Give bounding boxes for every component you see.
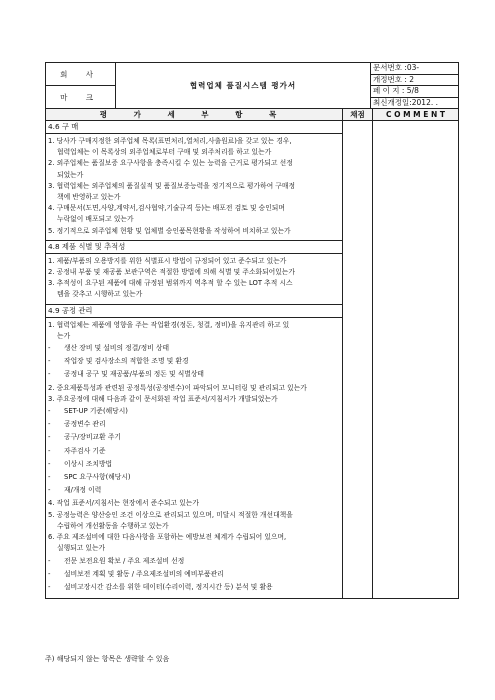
logo-bottom-text: 마 크 xyxy=(46,85,115,108)
evaluation-items-cell xyxy=(46,121,343,599)
sub-item: - 생산 장비 및 설비의 정결/정비 상태 xyxy=(48,343,340,354)
revision-number: 개정번호 : 2 xyxy=(371,74,459,86)
section-items xyxy=(46,254,342,304)
sub-item: - 공정변수 관리 xyxy=(48,419,340,430)
logo-top-text: 회 사 xyxy=(60,69,101,79)
checklist-item: 책에 반영하고 있는가 xyxy=(57,193,121,202)
checklist-item: 1. 제품/부품의 오용방지를 위한 식별표시 방법이 규정되어 있고 준수되고 있는가 xyxy=(48,256,287,265)
checklist-item: 4. 작업 표준서/지침서는 현장에서 준수되고 있는가 xyxy=(48,499,199,508)
last-revised-date: 최신개정일:2012. . xyxy=(371,97,459,109)
checklist-item: 템을 갖추고 시행하고 있는가 xyxy=(57,290,143,299)
checklist-item: 2. 중요제품특성과 관련된 공정특성(공정변수)이 파악되어 모니터링 및 관리되고 있는가 xyxy=(48,383,307,392)
checklist-item: 1. 협력업체는 제품에 영향을 주는 작업환경(정돈, 청결, 정비)을 유지관리 하고 있 xyxy=(48,320,290,329)
column-header-item: 평 가 세 부 항 목 xyxy=(46,109,343,121)
checklist-item: 3. 주요공정에 대해 다음과 같이 문서화된 작업 표준서/지침서가 개발되었는가 xyxy=(48,394,278,403)
evaluation-form xyxy=(45,62,458,599)
checklist-item: 1. 당사가 구매지정한 외주업체 목록(표면처리,열처리,사출원료)을 갖고 있는 경우, xyxy=(48,137,292,145)
checklist-item: 누락없이 배포되고 있는가 xyxy=(57,215,134,224)
sub-item: - 자주검사 기준 xyxy=(48,446,340,457)
sub-item: - 설비보전 계획 및 활동 / 주요제조설비의 예비부품관리 xyxy=(48,569,340,580)
score-cell[interactable] xyxy=(343,121,373,599)
checklist-item: 협력업체는 이 목록상의 외주업체로부터 구매 및 외주처리를 하고 있는가 xyxy=(57,148,272,157)
sub-item: - 전문 보전요원 확보 / 주요 제조설비 선정 xyxy=(48,556,340,567)
checklist-item: 5. 공정능력은 양산승인 조건 이상으로 관리되고 있으며, 미달시 적절한 개선대책을 xyxy=(48,510,293,519)
section-title: 4.8 제품 식별 및 추적성 xyxy=(46,241,342,254)
comment-cell[interactable] xyxy=(373,121,459,599)
checklist-item: 2. 공정내 부품 및 재공품 보관구역은 적절한 방법에 의해 식별 및 주소화되어있는가 xyxy=(48,268,295,277)
sub-item: - 이상시 조치방법 xyxy=(48,459,340,470)
section-items xyxy=(46,318,342,598)
sub-item: - 공정내 공구 및 재공품/부품의 정돈 및 식별상태 xyxy=(48,369,340,380)
checklist-item: 6. 주요 제조설비에 대한 다음사항을 포함하는 예방보전 체계가 수립되어 있으며, xyxy=(48,533,287,542)
checklist-item: 는가 xyxy=(57,331,71,340)
sub-item: - 재/개정 이력 xyxy=(48,485,340,496)
column-header-score: 채점 xyxy=(343,109,373,121)
section-title: 4.9 공정 관리 xyxy=(46,305,342,318)
company-logo-box xyxy=(46,63,116,109)
checklist-item: 실행되고 있는가 xyxy=(57,544,106,553)
section xyxy=(46,240,342,304)
checklist-item: 수립하여 개선활동을 수행하고 있는가 xyxy=(57,521,169,530)
sub-item: - SPC 요구사항(해당시) xyxy=(48,472,340,483)
column-header-comment: C O M M E N T xyxy=(373,109,459,121)
page-number: 페 이 지 : 5/8 xyxy=(371,86,459,98)
checklist-item: 5. 정기적으로 외주업체 현황 및 업체별 승인품목현황을 작성하여 비치하고 있는가 xyxy=(48,226,291,235)
form-header xyxy=(45,62,459,109)
checklist-item: 4. 구매문서(도면,사양,계약서,검사협약,기술규격 등)는 배포전 검토 및 승인되며 xyxy=(48,204,285,213)
checklist-item: 2. 외주업체는 품질보증 요구사항을 충족시킬 수 있는 능력을 근거로 평가되고 선정 xyxy=(48,159,293,168)
checklist-item: 3. 추적성이 요구된 제품에 대해 규정된 범위까지 역추적 할 수 있는 LOT 추적 시스 xyxy=(48,279,293,288)
section-items xyxy=(46,134,342,240)
sub-item: - 설비고장시간 감소를 위한 데이터(수리이력, 정지시간 등) 분석 및 활용 xyxy=(48,582,340,593)
section xyxy=(46,121,342,240)
evaluation-table xyxy=(45,108,459,599)
sub-item: - SET-UP 기준(해당시) xyxy=(48,406,340,417)
section-title: 4.6 구 매 xyxy=(46,121,342,134)
sub-item: - 공구/장비교환 주기 xyxy=(48,432,340,443)
section xyxy=(46,304,342,598)
checklist-item: 되었는가 xyxy=(57,170,84,179)
checklist-item: 3. 협력업체는 외주업체의 품질실적 및 품질보증능력을 정기적으로 평가하여 구매정 xyxy=(48,181,296,190)
footnote: 주) 해당되지 않는 항목은 생략할 수 있음 xyxy=(45,655,170,663)
form-title: 협력업체 품질시스템 평가서 xyxy=(116,63,371,109)
sub-item: - 작업장 및 검사장소의 적합한 조명 및 환경 xyxy=(48,356,340,367)
doc-number: 문서번호 :03- xyxy=(371,63,459,75)
